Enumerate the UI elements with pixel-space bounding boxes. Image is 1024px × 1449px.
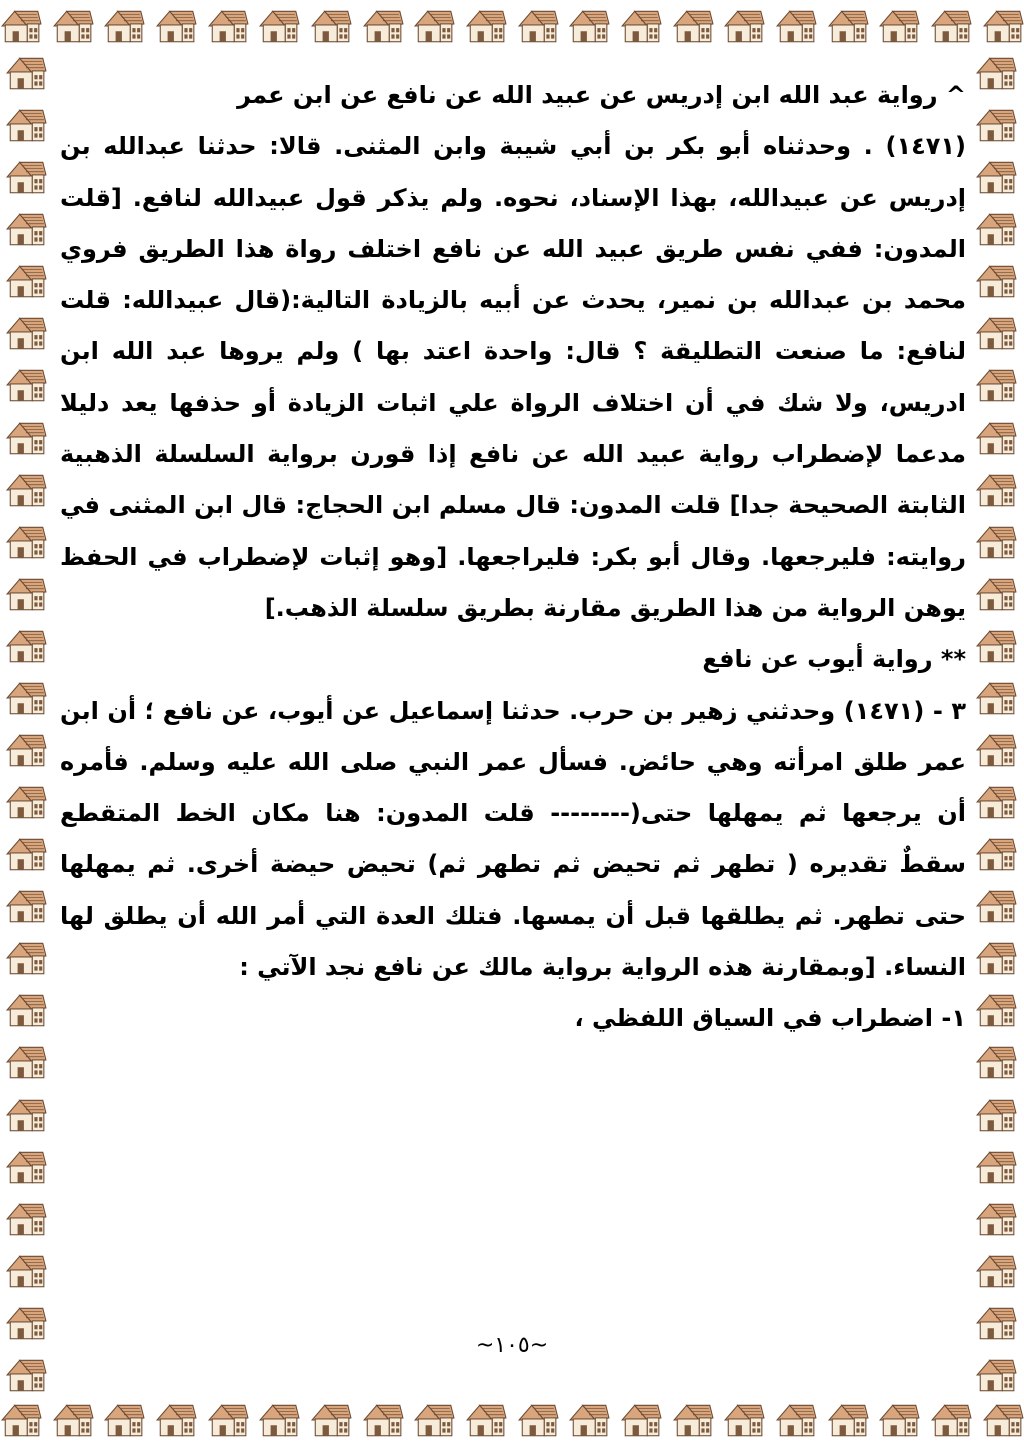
house-icon [975,260,1017,302]
house-icon [5,989,47,1031]
house-icon [52,1399,94,1441]
house-icon [5,1041,47,1083]
house-icon [155,5,197,47]
house-icon [568,1399,610,1441]
house-icon [0,5,42,47]
house-icon [517,1399,559,1441]
house-icon [975,677,1017,719]
house-icon [465,5,507,47]
house-icon [975,208,1017,250]
house-icon [103,5,145,47]
house-icon [5,364,47,406]
house-icon [5,1198,47,1240]
house-icon [103,1399,145,1441]
house-icon [672,1399,714,1441]
house-icon [975,937,1017,979]
house-icon [5,417,47,459]
house-icon [362,1399,404,1441]
house-icon [5,52,47,94]
house-icon [5,885,47,927]
house-icon [5,469,47,511]
house-icon [930,5,972,47]
page-number: ~١٠٥~ [475,1333,549,1358]
house-icon [5,312,47,354]
house-icon [723,1399,765,1441]
house-icon [975,521,1017,563]
house-icon [258,1399,300,1441]
house-icon [155,1399,197,1441]
house-icon [827,1399,869,1441]
house-icon [5,677,47,719]
house-icon [310,5,352,47]
house-icon [723,5,765,47]
house-icon [975,573,1017,615]
house-icon [0,1399,42,1441]
list-item-idtirab: ١- اضطراب في السياق اللفظي ، [574,1004,966,1033]
house-icon [413,5,455,47]
house-icon [672,5,714,47]
house-icon [52,5,94,47]
house-icon [5,208,47,250]
house-icon [975,781,1017,823]
house-icon [975,729,1017,771]
top-border [0,2,1024,50]
house-icon [975,312,1017,354]
right-border [972,52,1020,1396]
house-icon [362,5,404,47]
house-icon [975,1094,1017,1136]
house-icon [975,417,1017,459]
house-icon [5,729,47,771]
house-icon [975,156,1017,198]
house-icon [5,1250,47,1292]
house-icon [975,469,1017,511]
heading-ayyub-nafi: ** رواية أيوب عن نافع [702,645,966,674]
house-icon [975,364,1017,406]
house-icon [878,1399,920,1441]
house-icon [5,781,47,823]
bottom-border [0,1396,1024,1444]
house-icon [975,1146,1017,1188]
house-icon [207,5,249,47]
house-icon [975,885,1017,927]
house-icon [975,1250,1017,1292]
house-icon [975,625,1017,667]
house-icon [982,5,1024,47]
house-icon [975,833,1017,875]
house-icon [5,521,47,563]
page-body [60,70,966,1045]
house-icon [620,1399,662,1441]
hadith-paragraph-2: ٣ - (١٤٧١) وحدثني زهير بن حرب. حدثنا إسماعيل عن أيوب، عن نافع ؛ أن ابن عمر طلق امرأته وهي حائض. فسأل عمر النبي صلى الله عليه وسلم. فأمره أن يرجعها ثم يمهلها حتى(-------- قلت المدون: هنا مكان الخط المتقطع سقطٌ تقديره ( تطهر ثم تحيض ثم تطهر ثم) تحيض حيضة أخرى. ثم يمهلها حتى تطهر. ثم يطلقها قبل أن يمسها. فتلك العدة التي أمر الله أن يطلق لها النساء. [وبمقارنة هذه الرواية برواية مالك عن نافع نجد الآتي : [60,696,966,982]
house-icon [975,1198,1017,1240]
hadith-paragraph-1: (١٤٧١) . وحدثناه أبو بكر بن أبي شيبة وابن المثنى. قالا: حدثنا عبدالله بن إدريس عن عبيدالله، بهذا الإسناد، نحوه. ولم يذكر قول عبيدالله لنافع. [قلت المدون: ففي نفس طريق عبيد الله عن نافع اختلف رواة هذا الطريق فروي محمد بن عبدالله بن نمير، يحدث عن أبيه بالزيادة التالية:(قال عبيدالله: قلت لنافع: ما صنعت التطليقة ؟ قال: واحدة اعتد بها ) ولم يروها عبد الله ابن ادريس، ولا شك في أن اختلاف الرواة علي اثبات الزيادة أو حذفها يعد دليلا مدعما لإضطراب رواية عبيد الله عن نافع إذا قورن برواية السلسلة الذهبية الثابتة الصحيحة جدا] قلت المدون: قال مسلم ابن الحجاج: قال ابن المثنى في روايته: فليرجعها. وقال أبو بكر: فليراجعها. [وهو إثبات لإضطراب في الحفظ يوهن الرواية من هذا الطريق مقارنة بطريق سلسلة الذهب.] [60,132,966,622]
house-icon [775,5,817,47]
house-icon [975,104,1017,146]
house-icon [465,1399,507,1441]
house-icon [413,1399,455,1441]
house-icon [5,260,47,302]
house-icon [5,833,47,875]
house-icon [5,573,47,615]
house-icon [207,1399,249,1441]
house-icon [975,1354,1017,1396]
house-icon [5,1094,47,1136]
house-icon [975,52,1017,94]
house-icon [975,989,1017,1031]
house-icon [982,1399,1024,1441]
house-icon [568,5,610,47]
house-icon [975,1041,1017,1083]
house-icon [258,5,300,47]
house-icon [5,1354,47,1396]
house-icon [827,5,869,47]
house-icon [310,1399,352,1441]
house-icon [5,937,47,979]
house-icon [5,104,47,146]
house-icon [775,1399,817,1441]
house-icon [930,1399,972,1441]
house-icon [5,1146,47,1188]
house-icon [620,5,662,47]
house-icon [517,5,559,47]
house-icon [5,156,47,198]
house-icon [878,5,920,47]
heading-abdullah-ibn-idris: ^ رواية عبد الله ابن إدريس عن عبيد الله عن نافع عن ابن عمر [237,81,966,109]
left-border [2,52,50,1396]
house-icon [5,625,47,667]
